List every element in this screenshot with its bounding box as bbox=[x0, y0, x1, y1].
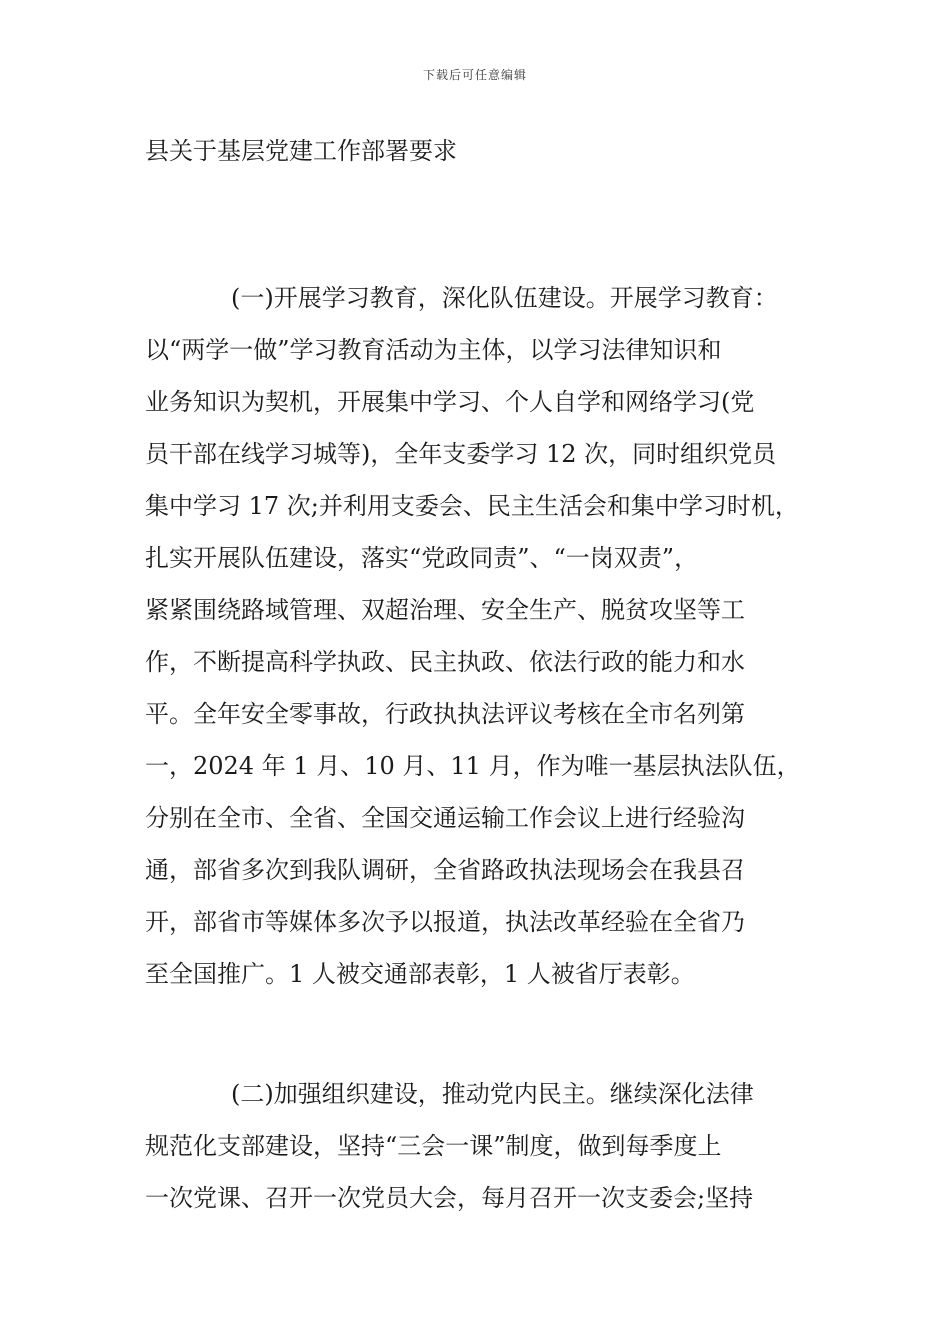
paragraph-line: 一，2024 年 1 月、10 月、11 月，作为唯一基层执法队伍， bbox=[145, 752, 801, 780]
paragraph-line: (二)加强组织建设，推动党内民主。继续深化法律 bbox=[231, 1080, 754, 1108]
paragraph-line: 员干部在线学习城等)，全年支委学习 12 次，同时组织党员 bbox=[145, 440, 777, 468]
paragraph-line: 以“两学一做”学习教育活动为主体，以学习法律知识和 bbox=[145, 336, 722, 364]
paragraph-line: (一)开展学习教育，深化队伍建设。开展学习教育： bbox=[231, 284, 778, 312]
paragraph-line: 扎实开展队伍建设，落实“党政同责”、“一岗双责”， bbox=[145, 544, 699, 572]
paragraph-line: 平。全年安全零事故，行政执执法评议考核在全市名列第 bbox=[145, 700, 745, 728]
paragraph-line: 通，部省多次到我队调研，全省路政执法现场会在我县召 bbox=[145, 856, 745, 884]
paragraph-line: 至全国推广。1 人被交通部表彰，1 人被省厅表彰。 bbox=[145, 960, 695, 988]
paragraph-line: 开，部省市等媒体多次予以报道，执法改革经验在全省乃 bbox=[145, 908, 745, 936]
paragraph-line: 一次党课、召开一次党员大会，每月召开一次支委会;坚持 bbox=[145, 1184, 754, 1212]
paragraph-line: 紧紧围绕路域管理、双超治理、安全生产、脱贫攻坚等工 bbox=[145, 596, 745, 624]
paragraph-line: 业务知识为契机，开展集中学习、个人自学和网络学习(党 bbox=[145, 388, 755, 416]
paragraph-1 bbox=[145, 272, 810, 1000]
paragraph-2 bbox=[145, 1068, 810, 1224]
paragraph-line: 分别在全市、全省、全国交通运输工作会议上进行经验沟 bbox=[145, 804, 745, 832]
paragraph-line: 集中学习 17 次;并利用支委会、民主生活会和集中学习时机， bbox=[145, 492, 799, 520]
paragraph-line: 作，不断提高科学执政、民主执政、依法行政的能力和水 bbox=[145, 648, 745, 676]
paragraph-line: 规范化支部建设，坚持“三会一课”制度，做到每季度上 bbox=[145, 1132, 722, 1160]
document-title: 县关于基层党建工作部署要求 bbox=[145, 137, 457, 165]
header-note: 下载后可任意编辑 bbox=[422, 68, 527, 82]
